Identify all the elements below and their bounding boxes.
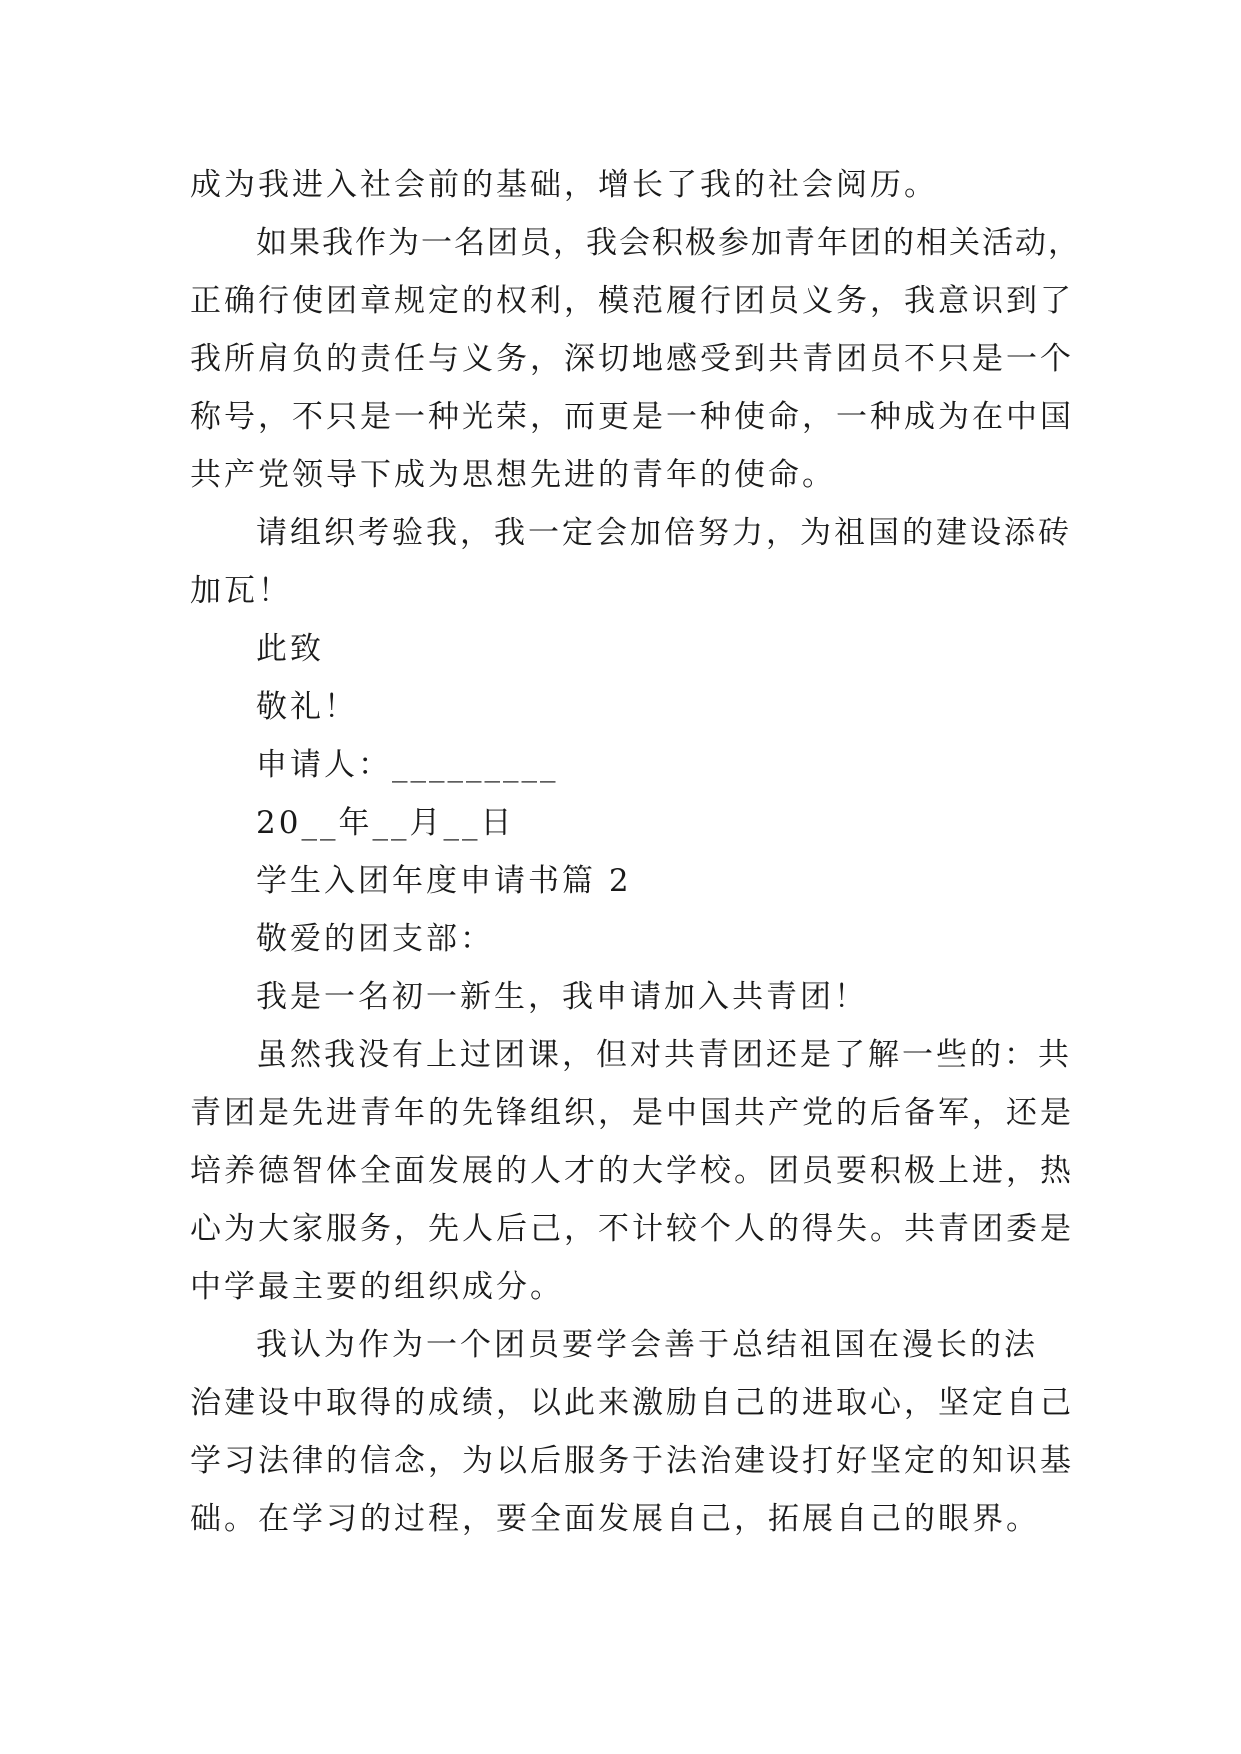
paragraph-line: 加瓦！ <box>190 573 292 609</box>
closing-salutation: 此致 <box>256 631 324 667</box>
paragraph-line: 共产党领导下成为思想先进的青年的使命。 <box>190 457 836 493</box>
paragraph-line: 成为我进入社会前的基础，增长了我的社会阅历。 <box>190 167 938 203</box>
paragraph-line: 正确行使团章规定的权利，模范履行团员义务，我意识到了 <box>190 283 1074 319</box>
section-title: 学生入团年度申请书篇 2 <box>256 863 632 899</box>
paragraph-line: 培养德智体全面发展的人才的大学校。团员要积极上进，热 <box>190 1153 1074 1189</box>
paragraph-line: 称号，不只是一种光荣，而更是一种使命，一种成为在中国 <box>190 399 1074 435</box>
greeting: 敬爱的团支部： <box>256 921 494 957</box>
paragraph-line: 虽然我没有上过团课，但对共青团还是了解一些的：共 <box>256 1037 1072 1073</box>
paragraph-line: 础。在学习的过程，要全面发展自己，拓展自己的眼界。 <box>190 1501 1040 1537</box>
paragraph-line: 心为大家服务，先人后己，不计较个人的得失。共青团委是 <box>190 1211 1074 1247</box>
applicant-signature-line: 申请人：_________ <box>256 747 559 783</box>
paragraph-line: 如果我作为一名团员，我会积极参加青年团的相关活动， <box>256 225 1081 261</box>
paragraph-line: 我所肩负的责任与义务，深切地感受到共青团员不只是一个 <box>190 341 1074 377</box>
paragraph-line: 中学最主要的组织成分。 <box>190 1269 564 1305</box>
paragraph-line: 青团是先进青年的先锋组织，是中国共产党的后备军，还是 <box>190 1095 1074 1131</box>
date-line: 20__年__月__日 <box>256 805 515 841</box>
paragraph-line: 学习法律的信念，为以后服务于法治建设打好坚定的知识基 <box>190 1443 1074 1479</box>
paragraph-line: 我是一名初一新生，我申请加入共青团！ <box>256 979 868 1015</box>
paragraph-line: 我认为作为一个团员要学会善于总结祖国在漫长的法 <box>256 1327 1038 1363</box>
paragraph-line: 治建设中取得的成绩，以此来激励自己的进取心，坚定自己 <box>190 1385 1074 1421</box>
closing-regards: 敬礼！ <box>256 689 358 725</box>
paragraph-line: 请组织考验我，我一定会加倍努力，为祖国的建设添砖 <box>256 515 1072 551</box>
